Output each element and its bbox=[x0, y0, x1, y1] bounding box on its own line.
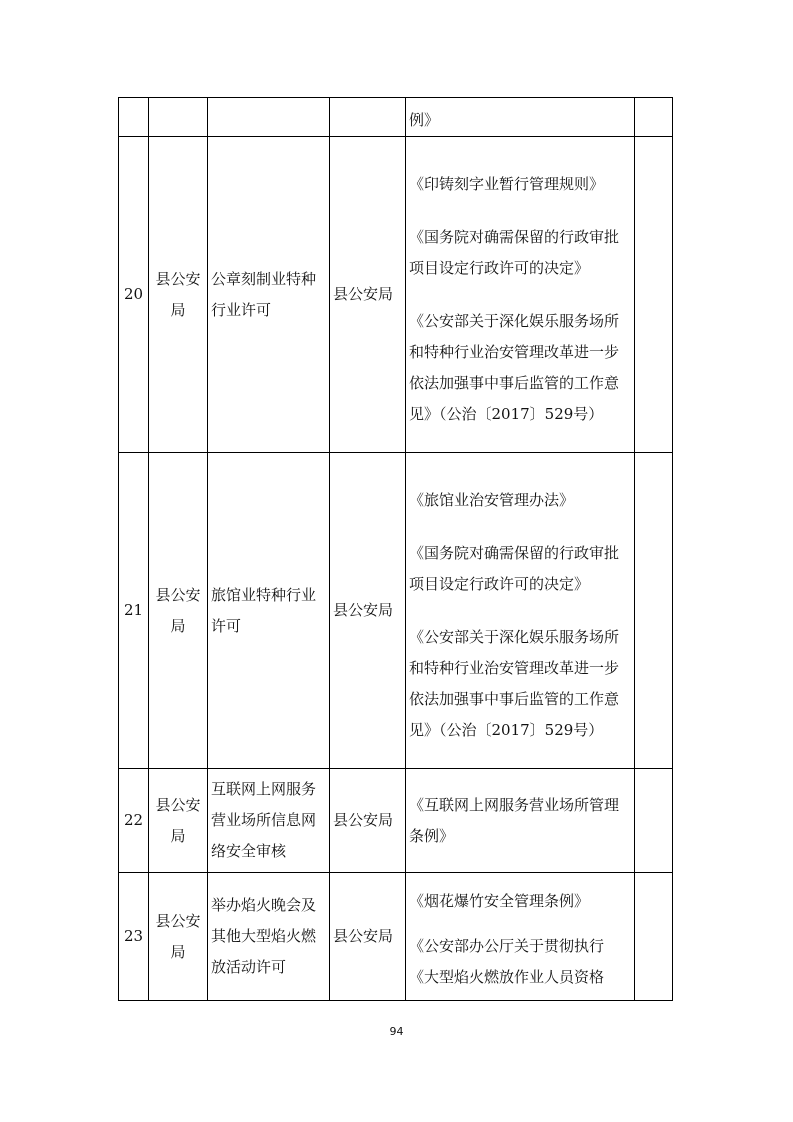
row-department bbox=[149, 98, 208, 137]
row-remarks bbox=[635, 769, 673, 873]
row-legal-basis bbox=[406, 98, 635, 137]
permit-table bbox=[118, 97, 673, 1001]
row-department: 县公安局 bbox=[149, 769, 208, 873]
permit-table-body bbox=[119, 98, 673, 1001]
page-number: 94 bbox=[389, 1025, 404, 1038]
row-item-name: 互联网上网服务营业场所信息网络安全审核 bbox=[208, 769, 330, 873]
row-remarks bbox=[635, 873, 673, 1001]
row-implementer: 县公安局 bbox=[330, 137, 406, 453]
row-number: 20 bbox=[119, 137, 149, 453]
basis-item: 《国务院对确需保留的行政审批项目设定行政许可的决定》 bbox=[409, 228, 620, 277]
row-implementer bbox=[330, 98, 406, 137]
row-department: 县公安局 bbox=[149, 453, 208, 769]
row-department: 县公安局 bbox=[149, 873, 208, 1001]
row-remarks bbox=[635, 137, 673, 453]
row-number: 22 bbox=[119, 769, 149, 873]
basis-item: 例》 bbox=[409, 111, 440, 129]
row-item-name: 举办焰火晚会及其他大型焰火燃放活动许可 bbox=[208, 873, 330, 1001]
table-row bbox=[119, 137, 673, 453]
table-row bbox=[119, 98, 673, 137]
basis-item: 《互联网上网服务营业场所管理条例》 bbox=[409, 795, 620, 845]
row-number bbox=[119, 98, 149, 137]
row-implementer: 县公安局 bbox=[330, 453, 406, 769]
row-implementer: 县公安局 bbox=[330, 873, 406, 1001]
row-item-name bbox=[208, 98, 330, 137]
table-row bbox=[119, 453, 673, 769]
basis-item: 《公安部办公厅关于贯彻执行《大型焰火燃放作业人员资格 bbox=[409, 937, 605, 986]
basis-item: 《公安部关于深化娱乐服务场所和特种行业治安管理改革进一步依法加强事中事后监管的工作意见》（公治〔2017〕529号） bbox=[409, 628, 620, 739]
row-item-name: 公章刻制业特种行业许可 bbox=[208, 137, 330, 453]
basis-item: 《公安部关于深化娱乐服务场所和特种行业治安管理改革进一步依法加强事中事后监管的工作意见》（公治〔2017〕529号） bbox=[409, 312, 620, 423]
row-legal-basis bbox=[406, 769, 635, 873]
row-remarks bbox=[635, 98, 673, 137]
row-item-name: 旅馆业特种行业许可 bbox=[208, 453, 330, 769]
row-number: 21 bbox=[119, 453, 149, 769]
row-legal-basis bbox=[406, 873, 635, 1001]
table-row bbox=[119, 769, 673, 873]
row-department: 县公安局 bbox=[149, 137, 208, 453]
row-remarks bbox=[635, 453, 673, 769]
row-legal-basis bbox=[406, 137, 635, 453]
basis-item: 《印铸刻字业暂行管理规则》 bbox=[409, 175, 605, 193]
basis-item: 《烟花爆竹安全管理条例》 bbox=[409, 892, 590, 910]
row-number: 23 bbox=[119, 873, 149, 1001]
row-legal-basis bbox=[406, 453, 635, 769]
table-row bbox=[119, 873, 673, 1001]
row-implementer: 县公安局 bbox=[330, 769, 406, 873]
basis-item: 《国务院对确需保留的行政审批项目设定行政许可的决定》 bbox=[409, 544, 620, 593]
basis-item: 《旅馆业治安管理办法》 bbox=[409, 491, 575, 509]
